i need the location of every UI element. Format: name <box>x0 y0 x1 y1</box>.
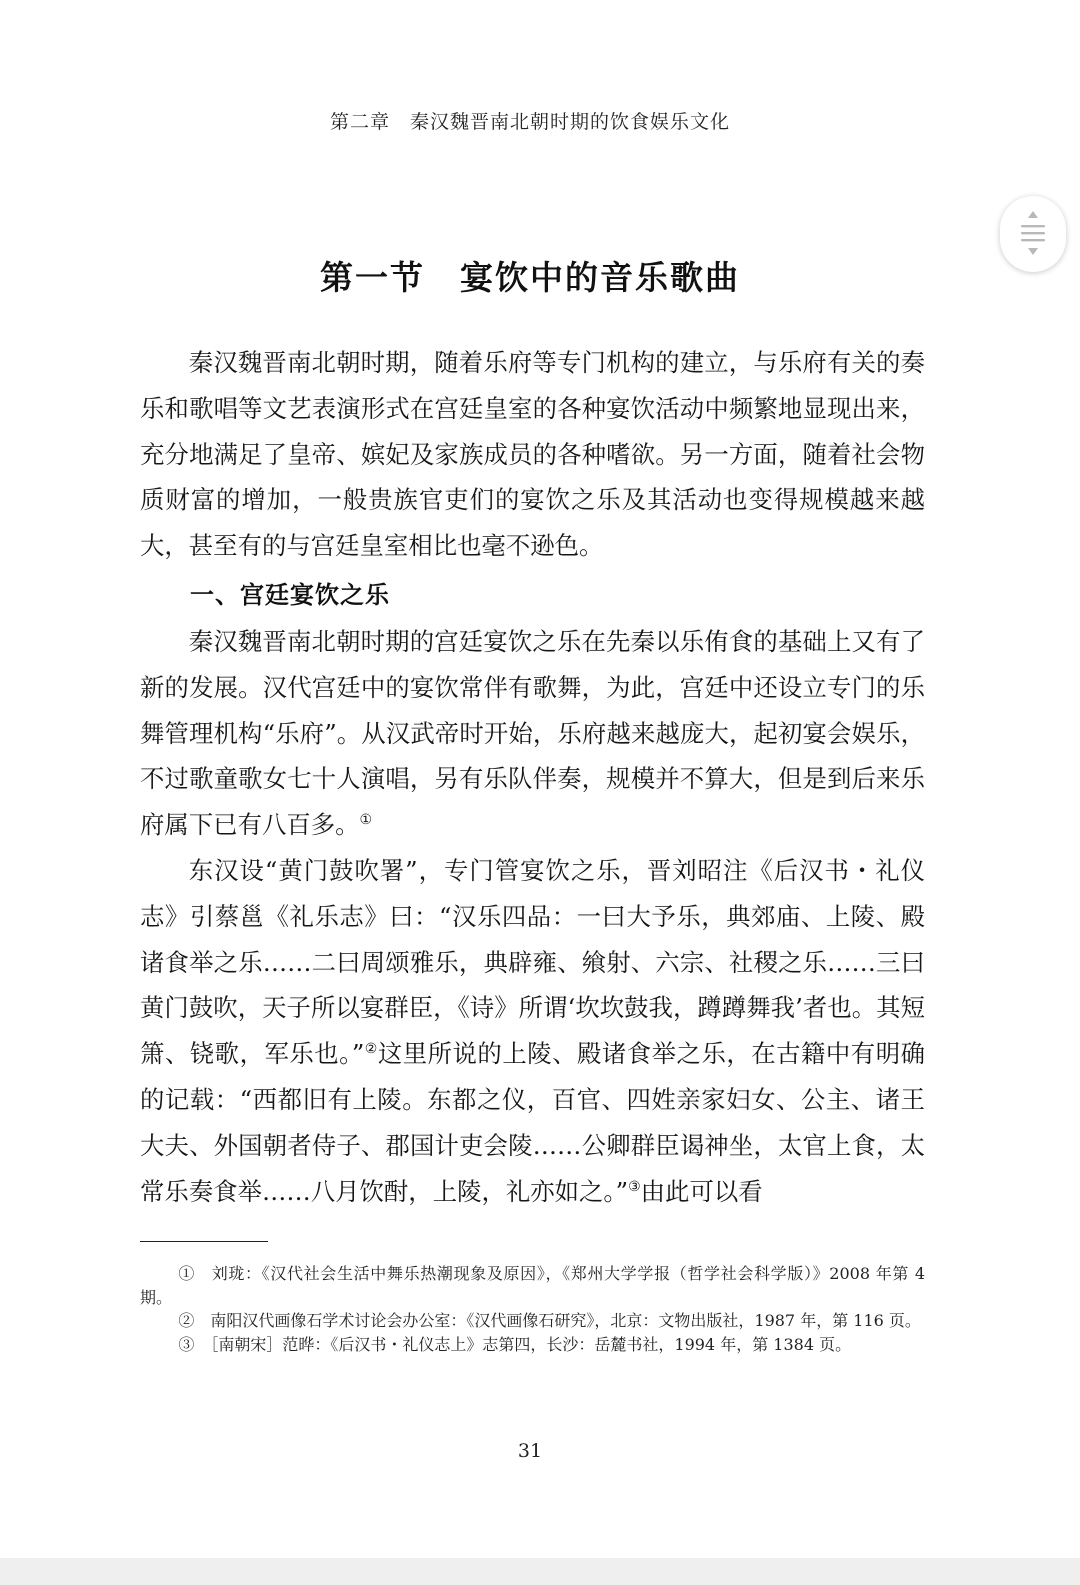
scroll-handle[interactable] <box>1000 196 1066 272</box>
paragraph-text-part-1: 东汉设“黄门鼓吹署”，专门管宴饮之乐，晋刘昭注《后汉书・礼仪志》引蔡邕《礼乐志》曰：“汉乐四品：一曰大予乐，典郊庙、上陵、殿诸食举之乐……二曰周颂雅乐，典辟雍、飨射、六宗、社稷之乐……三曰黄门鼓吹，天子所以宴群臣，《诗》所谓‘坎坎鼓我，蹲蹲舞我’者也。其短箫、铙歌，军乐也。” <box>140 856 925 1069</box>
bottom-bar <box>0 1558 1080 1585</box>
footnote-divider <box>140 1241 268 1242</box>
footnote-ref-3[interactable]: ③ <box>628 1178 641 1195</box>
paragraph-intro <box>140 340 925 569</box>
running-header: 第二章 秦汉魏晋南北朝时期的饮食娱乐文化 <box>329 111 730 133</box>
page-number: 31 <box>517 1440 543 1462</box>
paragraph-court-banquet <box>140 619 925 848</box>
paragraph-text <box>140 848 925 1214</box>
paragraph-text-part-3: 由此可以看 <box>640 1176 763 1206</box>
footnote-2: ② 南阳汉代画像石学术讨论会办公室：《汉代画像石研究》，北京：文物出版社，1987 年，第 116 页。 <box>178 1311 921 1330</box>
subheading: 一、宫廷宴饮之乐 <box>190 580 390 609</box>
paragraph-text: 秦汉魏晋南北朝时期，随着乐府等专门机构的建立，与乐府有关的奏乐和歌唱等文艺表演形式在宫廷皇室的各种宴饮活动中频繁地显现出来，充分地满足了皇帝、嫔妃及家族成员的各种嗜欲。另一方面，随着社会物质财富的增加，一般贵族官吏们的宴饮之乐及其活动也变得规模越来越大，甚至有的与宫廷皇室相比也毫不逊色。 <box>140 348 925 561</box>
paragraph-eastern-han <box>140 848 925 1214</box>
footnote-ref-2[interactable]: ② <box>364 1041 378 1058</box>
paragraph-text-part-2: 这里所说的上陵、殿诸食举之乐，在古籍中有明确的记载：“西都旧有上陵。东都之仪，百官、四姓亲家妇女、公主、诸王大夫、外国朝者侍子、郡国计吏会陵……公卿群臣谒神坐，太官上食，太常乐奏食举……八月饮酎，上陵，礼亦如之。” <box>140 1039 925 1206</box>
scroll-handle-icon <box>1018 209 1048 259</box>
footnote-ref-1[interactable]: ① <box>359 812 373 829</box>
footnote-1: ① 刘珑：《汉代社会生活中舞乐热潮现象及原因》，《郑州大学学报（哲学社会科学版）》2008 年第 4 期。 <box>140 1264 925 1307</box>
paragraph-text-main: 秦汉魏晋南北朝时期的宫廷宴饮之乐在先秦以乐侑食的基础上又有了新的发展。汉代宫廷中的宴饮常伴有歌舞，为此，宫廷中还设立专门的乐舞管理机构“乐府”。从汉武帝时开始，乐府越来越庞大，起初宴会娱乐，不过歌童歌女七十人演唱，另有乐队伴奏，规模并不算大，但是到后来乐府属下已有八百多。 <box>140 627 925 840</box>
footnote-3: ③ ［南朝宋］范晔：《后汉书・礼仪志上》志第四，长沙：岳麓书社，1994 年，第 1384 页。 <box>178 1334 852 1354</box>
footnotes <box>140 1262 925 1356</box>
paragraph-text <box>140 619 925 848</box>
section-title: 第一节 宴饮中的音乐歌曲 <box>320 258 740 297</box>
